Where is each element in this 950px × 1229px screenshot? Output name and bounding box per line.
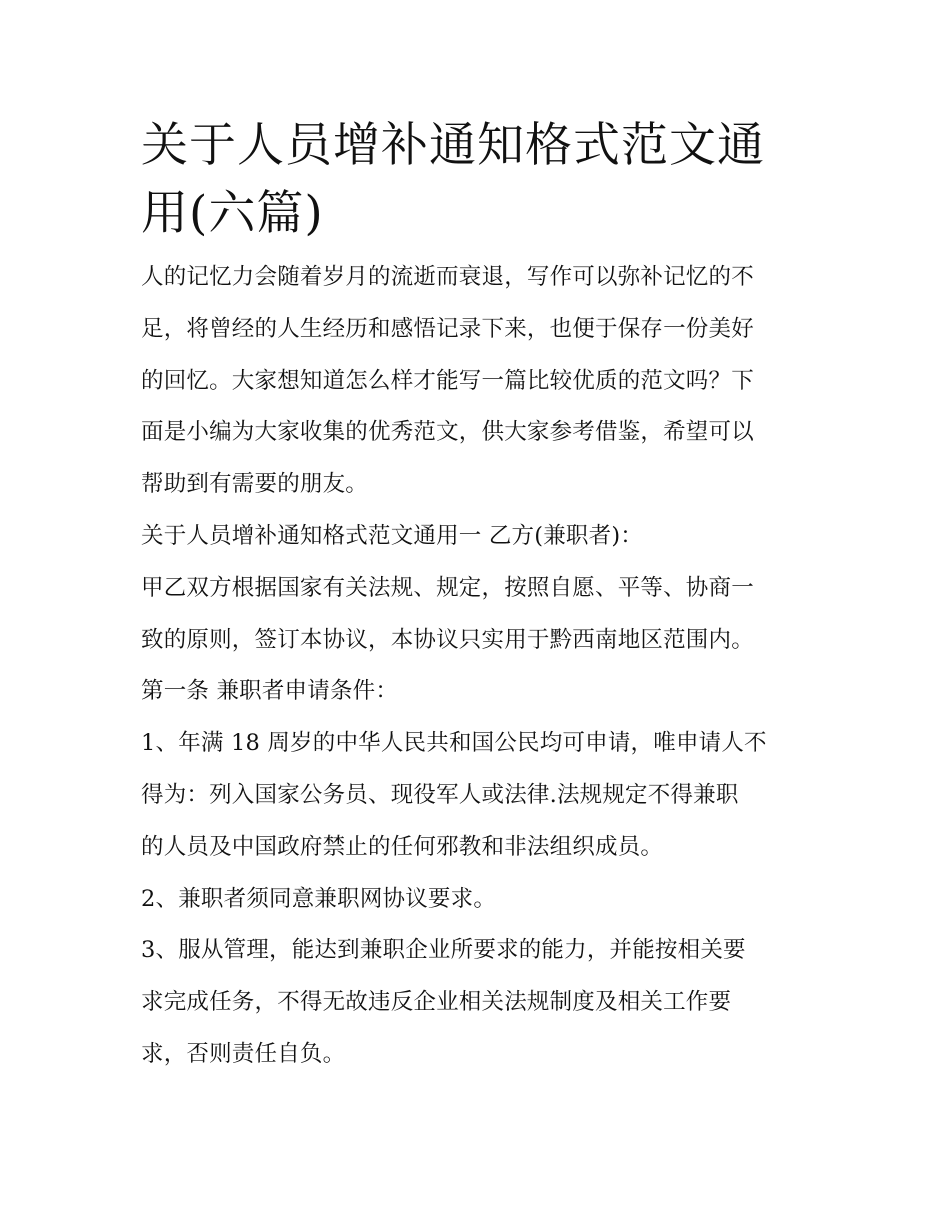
title-line-2: 用(六篇) — [141, 186, 324, 241]
list-item-line: 求，否则责任自负。 — [141, 1040, 346, 1067]
document-content — [141, 112, 821, 1081]
title-line-1: 关于人员增补通知格式范文通 — [141, 118, 765, 173]
list-item-line: 1、年满 18 周岁的中华人民共和国公民均可申请，唯申请人不 — [141, 730, 767, 757]
body-line: 的回忆。大家想知道怎么样才能写一篇比较优质的范文吗？下 — [141, 367, 754, 394]
article-heading-line: 第一条 兼职者申请条件： — [141, 678, 399, 705]
list-item-line: 的人员及中国政府禁止的任何邪教和非法组织成员。 — [141, 833, 664, 860]
body-line: 足，将曾经的人生经历和感悟记录下来，也便于保存一份美好 — [141, 315, 754, 342]
document-body — [141, 252, 821, 1081]
body-line: 面是小编为大家收集的优秀范文，供大家参考借鉴，希望可以 — [141, 419, 754, 446]
list-item-line: 2、兼职者须同意兼职网协议要求。 — [141, 885, 497, 912]
section-heading-line: 关于人员增补通知格式范文通用一 乙方(兼职者)： — [141, 522, 644, 549]
body-line: 帮助到有需要的朋友。 — [141, 471, 369, 498]
list-item-line: 得为：列入国家公务员、现役军人或法律.法规规定不得兼职 — [141, 781, 739, 808]
list-item-line: 求完成任务，不得无故违反企业相关法规制度及相关工作要 — [141, 989, 732, 1016]
list-item-line: 3、服从管理，能达到兼职企业所要求的能力，并能按相关要 — [141, 937, 746, 964]
body-line: 人的记忆力会随着岁月的流逝而衰退，写作可以弥补记忆的不 — [141, 264, 754, 290]
body-line: 致的原则，签订本协议，本协议只实用于黔西南地区范围内。 — [141, 626, 754, 653]
body-line: 甲乙双方根据国家有关法规、规定，按照自愿、平等、协商一 — [141, 574, 754, 601]
document-title — [141, 112, 821, 248]
